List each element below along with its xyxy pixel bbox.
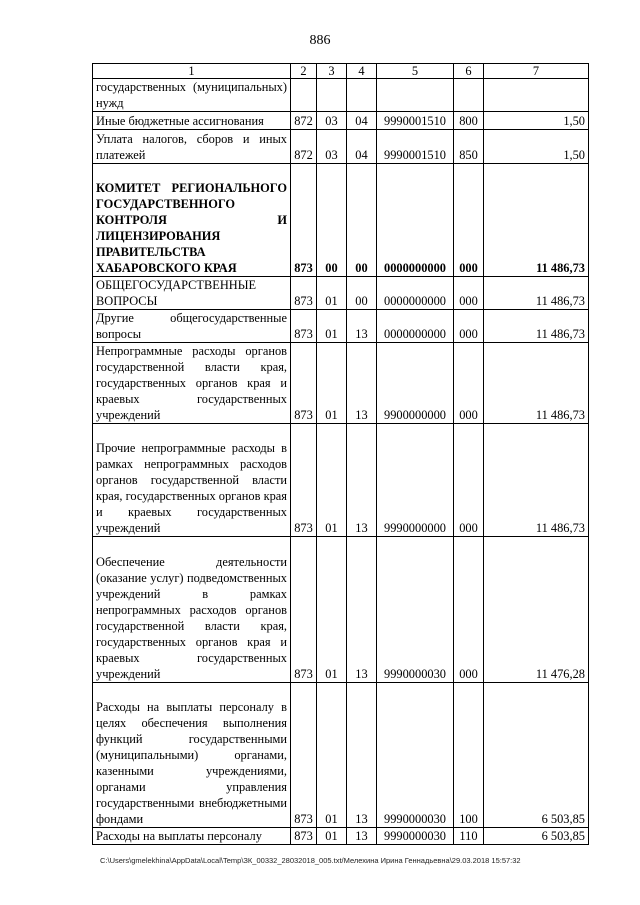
table-row xyxy=(93,683,589,828)
cell-sum: 11 486,73 xyxy=(484,277,589,310)
cell-sum: 11 486,73 xyxy=(484,164,589,277)
column-header: 2 xyxy=(291,64,317,79)
row-name: Расходы на выплаты персоналу в целях обеспечения выполнения функций государственными (муниципальными) органами, казенными учреждениями, органами управления государственными внебюджетными фондами xyxy=(93,683,291,828)
cell-section: 01 xyxy=(317,424,347,537)
cell-section: 00 xyxy=(317,164,347,277)
cell-section: 03 xyxy=(317,112,347,130)
cell-sum: 11 486,73 xyxy=(484,424,589,537)
cell-code: 873 xyxy=(291,164,317,277)
cell-article xyxy=(377,79,454,112)
cell-expense-type: 110 xyxy=(454,828,484,845)
cell-code: 872 xyxy=(291,130,317,164)
table-row xyxy=(93,310,589,343)
cell-section: 01 xyxy=(317,277,347,310)
cell-subsection: 00 xyxy=(347,164,377,277)
cell-expense-type: 100 xyxy=(454,683,484,828)
table-row xyxy=(93,277,589,310)
cell-sum: 1,50 xyxy=(484,130,589,164)
cell-subsection: 13 xyxy=(347,828,377,845)
cell-subsection: 13 xyxy=(347,310,377,343)
cell-expense-type: 000 xyxy=(454,277,484,310)
cell-section: 01 xyxy=(317,828,347,845)
table-row xyxy=(93,79,589,112)
table-row xyxy=(93,343,589,424)
cell-code: 873 xyxy=(291,310,317,343)
column-header: 1 xyxy=(93,64,291,79)
table-row xyxy=(93,828,589,845)
cell-subsection: 13 xyxy=(347,537,377,683)
cell-article: 0000000000 xyxy=(377,164,454,277)
cell-code: 873 xyxy=(291,424,317,537)
cell-sum: 11 486,73 xyxy=(484,310,589,343)
table-row xyxy=(93,112,589,130)
cell-expense-type xyxy=(454,79,484,112)
cell-section: 01 xyxy=(317,683,347,828)
cell-sum: 1,50 xyxy=(484,112,589,130)
table-row xyxy=(93,130,589,164)
cell-code xyxy=(291,79,317,112)
cell-expense-type: 000 xyxy=(454,424,484,537)
cell-article: 9990000030 xyxy=(377,683,454,828)
cell-code: 873 xyxy=(291,828,317,845)
cell-expense-type: 000 xyxy=(454,537,484,683)
table-row xyxy=(93,424,589,537)
row-name: государственных (муниципальных) нужд xyxy=(93,79,291,112)
page-number: 886 xyxy=(309,33,331,48)
cell-article: 9990001510 xyxy=(377,130,454,164)
row-name: Иные бюджетные ассигнования xyxy=(93,112,291,130)
row-name: КОМИТЕТ РЕГИОНАЛЬНОГО ГОСУДАРСТВЕННОГО КОНТРОЛЯ И ЛИЦЕНЗИРОВАНИЯ ПРАВИТЕЛЬСТВА ХАБАРОВСКОГО КРАЯ xyxy=(93,164,291,277)
cell-expense-type: 000 xyxy=(454,343,484,424)
cell-subsection: 13 xyxy=(347,424,377,537)
cell-article: 9990000030 xyxy=(377,828,454,845)
cell-subsection xyxy=(347,79,377,112)
column-header: 4 xyxy=(347,64,377,79)
table-row xyxy=(93,537,589,683)
cell-section: 01 xyxy=(317,343,347,424)
cell-section: 03 xyxy=(317,130,347,164)
cell-article: 9990000030 xyxy=(377,537,454,683)
column-header: 6 xyxy=(454,64,484,79)
row-name: ОБЩЕГОСУДАРСТВЕННЫЕ ВОПРОСЫ xyxy=(93,277,291,310)
row-name: Непрограммные расходы органов государственной власти края, государственных органов края и краевых государственных учреждений xyxy=(93,343,291,424)
cell-code: 873 xyxy=(291,277,317,310)
cell-code: 873 xyxy=(291,537,317,683)
budget-table xyxy=(92,63,589,845)
cell-article: 0000000000 xyxy=(377,277,454,310)
cell-code: 872 xyxy=(291,112,317,130)
row-name: Уплата налогов, сборов и иных платежей xyxy=(93,130,291,164)
row-name: Расходы на выплаты персоналу xyxy=(93,828,291,845)
footer-file-path: C:\Users\gmelekhina\AppData\Local\Temp\ЗК_00332_28032018_005.txt/Мелехина Ирина Геннадьевна\29.03.2018 15:57:32 xyxy=(100,856,521,865)
row-name: Прочие непрограммные расходы в рамках непрограммных расходов органов государственной власти края, государственных органов края и краевых государственных учреждений xyxy=(93,424,291,537)
cell-subsection: 13 xyxy=(347,683,377,828)
cell-expense-type: 800 xyxy=(454,112,484,130)
cell-section: 01 xyxy=(317,310,347,343)
cell-sum: 6 503,85 xyxy=(484,828,589,845)
cell-subsection: 13 xyxy=(347,343,377,424)
cell-article: 0000000000 xyxy=(377,310,454,343)
cell-article: 9990001510 xyxy=(377,112,454,130)
table-row xyxy=(93,164,589,277)
cell-expense-type: 850 xyxy=(454,130,484,164)
cell-sum: 11 486,73 xyxy=(484,343,589,424)
cell-subsection: 00 xyxy=(347,277,377,310)
cell-expense-type: 000 xyxy=(454,310,484,343)
cell-sum: 11 476,28 xyxy=(484,537,589,683)
cell-article: 9900000000 xyxy=(377,343,454,424)
cell-article: 9990000000 xyxy=(377,424,454,537)
cell-code: 873 xyxy=(291,683,317,828)
row-name: Обеспечение деятельности (оказание услуг) подведомственных учреждений в рамках непрограммных расходов органов государственной власти края, государственных органов края и краевых государственных учреждений xyxy=(93,537,291,683)
column-header: 3 xyxy=(317,64,347,79)
column-header-row xyxy=(93,64,589,79)
column-header: 5 xyxy=(377,64,454,79)
cell-code: 873 xyxy=(291,343,317,424)
column-header: 7 xyxy=(484,64,589,79)
cell-subsection: 04 xyxy=(347,112,377,130)
cell-expense-type: 000 xyxy=(454,164,484,277)
cell-sum xyxy=(484,79,589,112)
cell-section: 01 xyxy=(317,537,347,683)
row-name: Другие общегосударственные вопросы xyxy=(93,310,291,343)
cell-subsection: 04 xyxy=(347,130,377,164)
cell-section xyxy=(317,79,347,112)
cell-sum: 6 503,85 xyxy=(484,683,589,828)
